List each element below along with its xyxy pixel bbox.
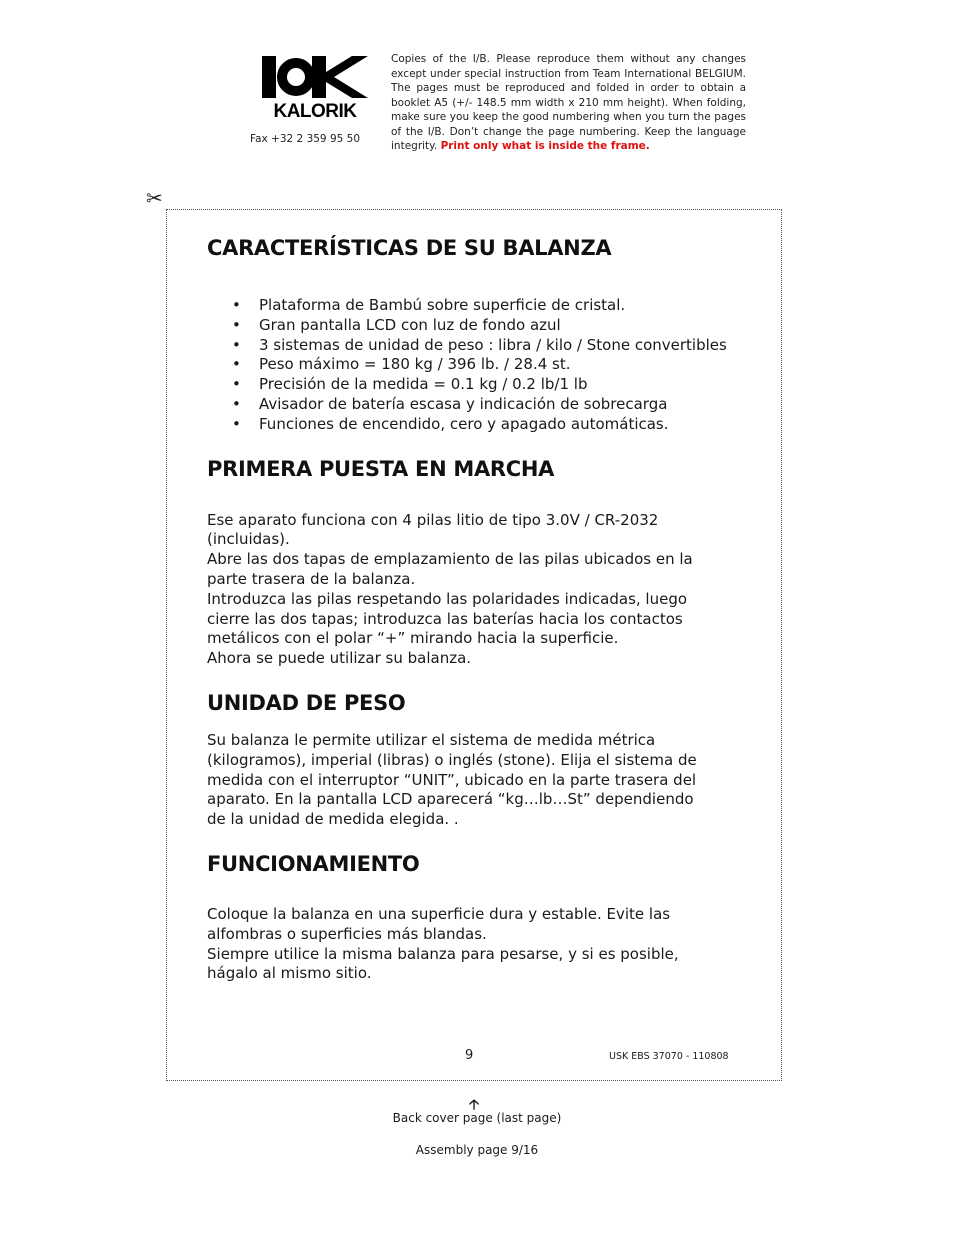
back-cover-label: Back cover page (last page)	[392, 1111, 562, 1125]
text-line: metálicos con el polar “+” mirando hacia la superficie.	[207, 629, 619, 648]
feature-item: • Gran pantalla LCD con luz de fondo azul	[207, 316, 747, 336]
arrow-up-icon: 🡡	[469, 1097, 480, 1113]
text-line: Introduzca las pilas respetando las polaridades indicadas, luego	[207, 589, 688, 608]
features-list	[207, 296, 747, 435]
document-code: USK EBS 37070 - 110808	[609, 1051, 729, 1062]
feature-item: • Funciones de encendido, cero y apagado automáticas.	[207, 415, 747, 435]
text-line: de la unidad de medida elegida. .	[207, 810, 459, 829]
text-line: aparato. En la pantalla LCD aparecerá “kg…lb…St” dependiendo	[207, 790, 694, 809]
text-line: hágalo al mismo sitio.	[207, 964, 372, 983]
feature-item: • Avisador de batería escasa y indicación de sobrecarga	[207, 395, 747, 415]
unit-body	[207, 731, 747, 830]
unit-title: UNIDAD DE PESO	[207, 690, 406, 715]
first-use-title: PRIMERA PUESTA EN MARCHA	[207, 456, 555, 481]
logo-text: KALORIK	[273, 101, 357, 122]
text-line: Ese aparato funciona con 4 pilas litio de tipo 3.0V / CR-2032	[207, 510, 659, 529]
kalorik-logo-mark	[262, 54, 368, 100]
text-line: Su balanza le permite utilizar el sistema de medida métrica	[207, 730, 656, 749]
text-line: Coloque la balanza en una superficie dura y estable. Evite las	[207, 904, 671, 923]
text-line: medida con el interruptor “UNIT”, ubicado en la parte trasera del	[207, 770, 697, 789]
page-number: 9	[465, 1048, 474, 1063]
text-line: Ahora se puede utilizar su balanza.	[207, 649, 472, 668]
feature-item: • Precisión de la medida = 0.1 kg / 0.2 lb/1 lb	[207, 375, 747, 395]
assembly-page-label: Assembly page 9/16	[415, 1143, 539, 1157]
operation-body	[207, 905, 747, 984]
text-line: parte trasera de la balanza.	[207, 569, 416, 588]
text-line: (incluidas).	[207, 530, 290, 549]
text-line: alfombras o superficies más blandas.	[207, 924, 487, 943]
print-instructions	[391, 52, 746, 154]
features-title: CARACTERÍSTICAS DE SU BALANZA	[207, 236, 612, 260]
scissors-icon: ✂	[146, 186, 163, 210]
operation-title: FUNCIONAMIENTO	[207, 851, 420, 876]
instructions-end: .	[645, 140, 650, 152]
fax-number: Fax +32 2 359 95 50	[250, 133, 361, 145]
instructions-text: Copies of the I/B. Please reproduce them without any changes except under special instruction from Team International BELGIUM. The pages must be reproduced and folded in order to obtain a booklet A5 (+/- 148.5 mm width x 210 mm height). When folding, make sure you keep the good numbering when you turn the pages of the I/B. Don’t change the page numbering. Keep the language integrity.	[391, 53, 746, 152]
instructions-red-text: Print only what is inside the frame	[440, 140, 646, 152]
text-line: cierre las dos tapas; introduzca las baterías hacia los contactos	[207, 609, 683, 628]
first-use-body	[207, 511, 747, 669]
feature-item: • Plataforma de Bambú sobre superficie de cristal.	[207, 296, 747, 316]
feature-item: • Peso máximo = 180 kg / 396 lb. / 28.4 st.	[207, 355, 747, 375]
text-line: Siempre utilice la misma balanza para pesarse, y si es posible,	[207, 944, 679, 963]
feature-item: • 3 sistemas de unidad de peso : libra / kilo / Stone convertibles	[207, 336, 747, 356]
page-content	[207, 236, 747, 984]
text-line: Abre las dos tapas de emplazamiento de las pilas ubicados en la	[207, 550, 693, 569]
text-line: (kilogramos), imperial (libras) o inglés (stone). Elija el sistema de	[207, 750, 697, 769]
